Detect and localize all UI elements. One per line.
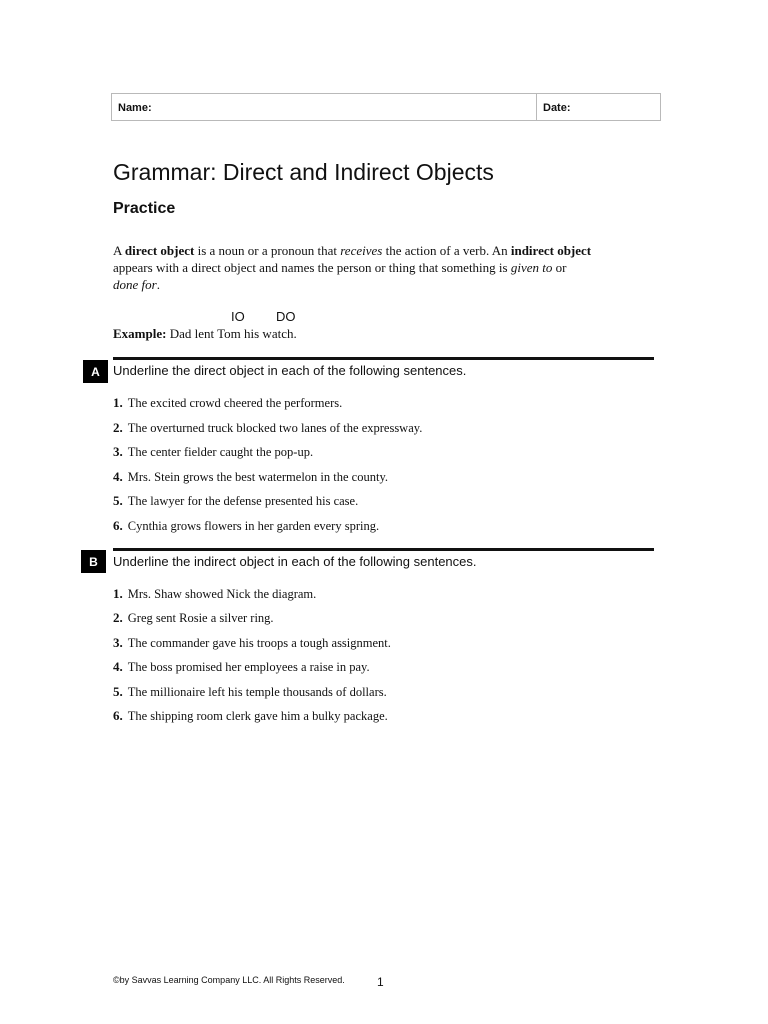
name-label: Name:	[118, 102, 152, 114]
item-number: 5.	[113, 684, 123, 699]
item-number: 6.	[113, 708, 123, 723]
item-text: The shipping room clerk gave him a bulky package.	[127, 709, 388, 723]
example-label: Example:	[113, 326, 167, 341]
term-done-for: done for	[113, 277, 157, 292]
item-number: 1.	[113, 586, 123, 601]
section-b-rule	[113, 548, 654, 551]
item-number: 3.	[113, 635, 123, 650]
list-item	[113, 444, 313, 460]
intro-text: is a noun or a pronoun that	[194, 243, 341, 258]
io-label: IO	[231, 309, 245, 324]
list-item	[113, 469, 388, 485]
item-number: 3.	[113, 444, 123, 459]
item-text: The center fielder caught the pop-up.	[127, 445, 314, 459]
item-text: Cynthia grows flowers in her garden every spring.	[127, 519, 380, 533]
list-item	[113, 708, 388, 724]
page-title: Grammar: Direct and Indirect Objects	[113, 159, 494, 185]
item-number: 6.	[113, 518, 123, 533]
list-item	[113, 586, 316, 602]
item-text: The lawyer for the defense presented his case.	[127, 494, 359, 508]
copyright-footer: ©by Savvas Learning Company LLC. All Rights Reserved.	[113, 975, 345, 985]
page-subtitle: Practice	[113, 200, 176, 217]
name-date-box	[111, 93, 661, 121]
example-line	[113, 326, 297, 342]
item-text: The excited crowd cheered the performers.	[127, 396, 343, 410]
name-field[interactable]	[112, 94, 537, 120]
date-label: Date:	[543, 102, 571, 114]
list-item	[113, 518, 379, 534]
list-item	[113, 635, 391, 651]
intro-text: A	[113, 243, 125, 258]
section-b-instruction: Underline the indirect object in each of the following sentences.	[113, 554, 477, 569]
intro-text: .	[156, 277, 160, 292]
item-text: The boss promised her employees a raise in pay.	[127, 660, 370, 674]
section-a-instruction: Underline the direct object in each of the following sentences.	[113, 363, 467, 378]
item-text: The millionaire left his temple thousands of dollars.	[127, 685, 387, 699]
list-item	[113, 684, 387, 700]
list-item	[113, 610, 274, 626]
term-direct-object: direct object	[124, 243, 195, 258]
list-item	[113, 395, 342, 411]
page-number: 1	[377, 975, 384, 989]
item-text: Greg sent Rosie a silver ring.	[127, 611, 274, 625]
item-number: 4.	[113, 659, 123, 674]
intro-paragraph	[113, 242, 593, 293]
item-text: The commander gave his troops a tough assignment.	[127, 636, 391, 650]
item-number: 2.	[113, 420, 123, 435]
item-number: 5.	[113, 493, 123, 508]
intro-text: the action of a verb. An	[382, 243, 511, 258]
item-number: 4.	[113, 469, 123, 484]
item-text: Mrs. Stein grows the best watermelon in the county.	[127, 470, 389, 484]
section-a-badge: A	[83, 360, 108, 383]
term-receives: receives	[340, 243, 383, 258]
list-item	[113, 420, 422, 436]
example-sentence: Dad lent Tom his watch.	[166, 326, 297, 341]
item-text: The overturned truck blocked two lanes of the expressway.	[127, 421, 423, 435]
item-number: 2.	[113, 610, 123, 625]
section-b-badge: B	[81, 550, 106, 573]
section-a-rule	[113, 357, 654, 360]
intro-text: or	[552, 260, 567, 275]
date-field[interactable]	[537, 94, 571, 120]
intro-text: appears with a direct object and names the person or thing that something is	[113, 260, 511, 275]
item-number: 1.	[113, 395, 123, 410]
list-item	[113, 659, 370, 675]
term-given-to: given to	[510, 260, 553, 275]
list-item	[113, 493, 358, 509]
do-label: DO	[276, 309, 296, 324]
item-text: Mrs. Shaw showed Nick the diagram.	[127, 587, 317, 601]
term-indirect-object: indirect object	[510, 243, 592, 258]
